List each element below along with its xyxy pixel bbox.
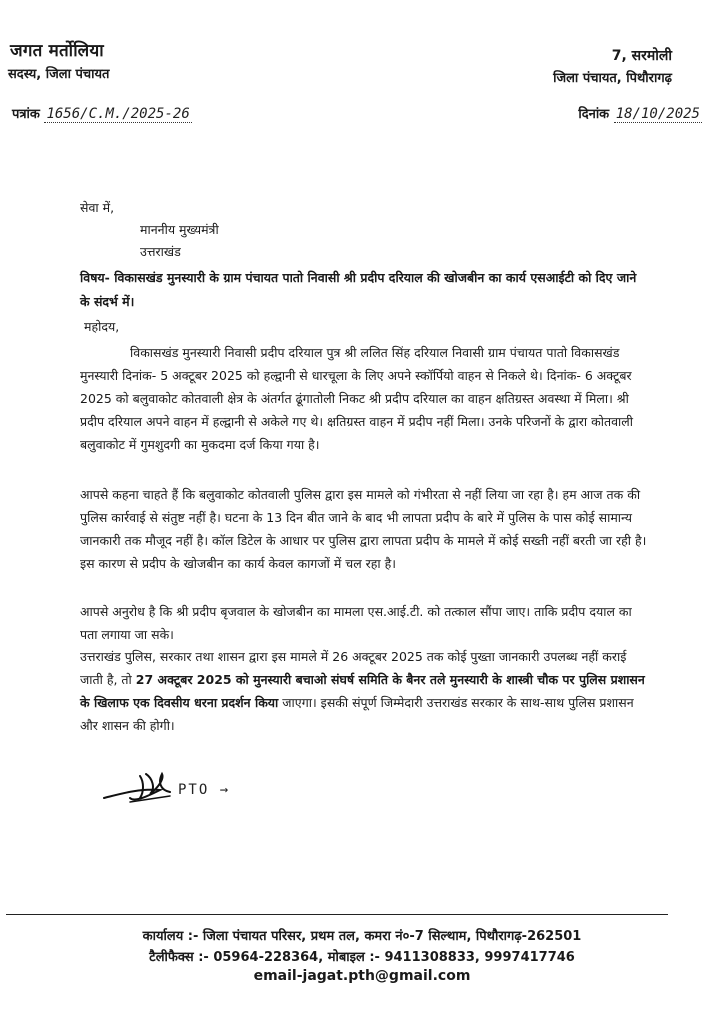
footer-phone: टैलीफैक्स :- 05964-228364, मोबाइल :- 9411308833, 9997417746: [149, 950, 575, 965]
paragraph-4: [80, 645, 650, 737]
paragraph-4-bold: 27 अक्टूबर 2025 को मुनस्यारी बचाओ संघर्ष समिति के बैनर तले मुनस्यारी के शास्त्री चौक पर पुलिस प्रशासन के खिलाफ एक दिवसीय धरना प्रदर्शन किया: [80, 672, 645, 710]
paragraph-1: [80, 341, 650, 456]
sender-address-line2: जिला पंचायत, पिथौरागढ़: [553, 71, 672, 86]
pto-note: PTO →: [178, 782, 231, 798]
reference-value: 1656/C.M./2025-26: [46, 106, 190, 122]
sender-role: सदस्य, जिला पंचायत: [8, 67, 110, 82]
letter-date: [578, 104, 702, 122]
date-value: 18/10/2025: [615, 106, 700, 122]
addressee-line2: उत्तराखंड: [140, 244, 181, 259]
paragraph-4-end: जाएगा। इसकी संपूर्ण जिम्मेदारी उत्तराखंड सरकार के साथ-साथ पुलिस प्रशासन और शासन की होगी।: [80, 695, 634, 733]
date-label: दिनांक: [578, 107, 610, 122]
sender-name: जगत मर्तोलिया: [10, 41, 104, 61]
paragraph-4-start: उत्तराखंड पुलिस, सरकार तथा शासन द्वारा इस मामले में 26 अक्टूबर 2025 तक कोई पुख्ता जानकारी उपलब्ध नहीं कराई जाती है, तो: [80, 649, 627, 687]
sender-address-line1: 7, सरमोली: [611, 48, 672, 64]
paragraph-2: आपसे कहना चाहते हैं कि बलुवाकोट कोतवाली पुलिस द्वारा इस मामले को गंभीरता से नहीं लिया जा रहा है। हम आज तक की पुलिस कार्रवाई से संतुष्ट नहीं है। घटना के 13 दिन बीत जाने के बाद भी लापता प्रदीप के बारे में पुलिस के पास कोई सामान्य जानकारी तक मौजूद नहीं है। कॉल डिटेल के आधार पर पुलिस द्वारा लापता प्रदीप के मामले में कोई सख्ती नहीं बरती जा रही है। इस कारण से प्रदीप के खोजबीन का कार्य केवल कागजों में चल रहा है।: [80, 487, 647, 571]
greeting: महोदय,: [84, 319, 120, 334]
reference-label: पत्रांक: [12, 107, 40, 122]
footer-office-address: कार्यालय :- जिला पंचायत परिसर, प्रथम तल, कमरा नं०-7 सिल्थाम, पिथौरागढ़-262501: [142, 929, 582, 944]
reference-number: [12, 104, 192, 122]
addressee-line1: माननीय मुख्यमंत्री: [140, 222, 219, 237]
paragraph-1-text: विकासखंड मुनस्यारी निवासी प्रदीप दरियाल पुत्र श्री ललित सिंह दरियाल निवासी ग्राम पंचायत पातो विकासखंड मुनस्यारी दिनांक- 5 अक्टूबर 2025 को हल्द्वानी से धारचूला के लिए अपने स्कॉर्पियो वाहन से निकले थे। दिनांक- 6 अक्टूबर 2025 को बलुवाकोट कोतवाली क्षेत्र के अंतर्गत ढूंगातोली निकट श्री प्रदीप दरियाल का वाहन क्षतिग्रस्त अवस्था में मिला। श्री प्रदीप दरियाल अपने वाहन में हल्द्वानी से अकेले गए थे। क्षतिग्रस्त वाहन में प्रदीप नहीं मिला। उनके परिजनों के द्वारा कोतवाली बलुवाकोट में गुमशुदगी का मुकदमा दर्ज किया गया है।: [80, 345, 633, 452]
subject-line: विषय- विकासखंड मुनस्यारी के ग्राम पंचायत पातो निवासी श्री प्रदीप दरियाल की खोजबीन का कार्य एसआईटी को दिए जाने के संदर्भ में।: [80, 270, 637, 309]
footer-email: email-jagat.pth@gmail.com: [253, 968, 471, 984]
footer-divider: [6, 914, 668, 915]
salutation: सेवा में,: [80, 200, 115, 215]
paragraph-3: आपसे अनुरोध है कि श्री प्रदीप बृजवाल के खोजबीन का मामला एस.आई.टी. को तत्काल सौंपा जाए। ताकि प्रदीप दयाल का पता लगाया जा सके।: [80, 604, 632, 642]
